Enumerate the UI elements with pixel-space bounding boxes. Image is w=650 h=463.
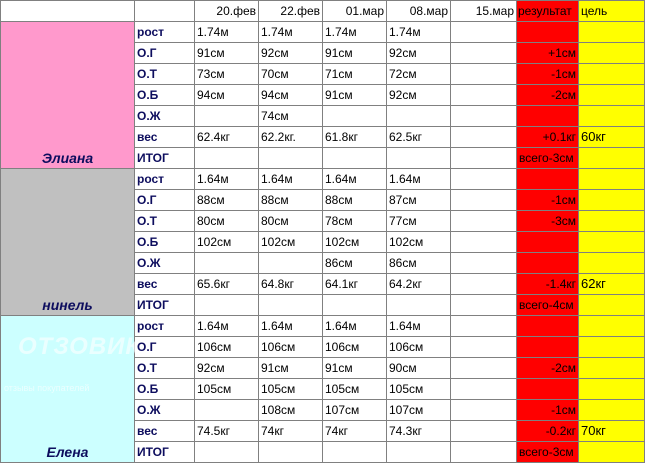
value-cell[interactable]: 107см [323,400,387,421]
goal-empty-cell[interactable] [579,442,645,463]
value-cell[interactable] [195,442,259,463]
value-cell[interactable] [259,148,323,169]
value-cell[interactable]: 106см [259,337,323,358]
value-cell[interactable]: 78см [323,211,387,232]
value-cell[interactable]: 94см [259,85,323,106]
metric-label[interactable]: О.Ж [135,106,195,127]
goal-empty-cell[interactable] [579,22,645,43]
value-cell[interactable]: 1.74м [387,22,451,43]
value-cell[interactable]: 107см [387,400,451,421]
value-cell[interactable] [451,442,517,463]
goal-empty-cell[interactable] [579,358,645,379]
total-result-cell[interactable]: всего-3см [517,148,579,169]
value-cell[interactable]: 102см [387,232,451,253]
total-label[interactable]: ИТОГ [135,148,195,169]
value-cell[interactable] [323,442,387,463]
goal-empty-cell[interactable] [579,400,645,421]
value-cell[interactable]: 74см [259,106,323,127]
value-cell[interactable]: 80см [195,211,259,232]
goal-empty-cell[interactable] [579,211,645,232]
result-cell[interactable] [517,232,579,253]
header-date-4[interactable]: 08.мар [387,1,451,22]
header-result[interactable]: результат [517,1,579,22]
total-label[interactable]: ИТОГ [135,442,195,463]
value-cell[interactable]: 1.74м [195,22,259,43]
header-date-5[interactable]: 15.мар [451,1,517,22]
value-cell[interactable]: 62.2кг. [259,127,323,148]
goal-cell[interactable]: 60кг [579,127,645,148]
value-cell[interactable] [451,106,517,127]
goal-cell[interactable]: 62кг [579,274,645,295]
value-cell[interactable]: 88см [323,190,387,211]
result-cell[interactable]: +1см [517,43,579,64]
value-cell[interactable] [451,169,517,190]
corner-cell[interactable] [1,1,135,22]
value-cell[interactable] [323,148,387,169]
result-cell[interactable] [517,22,579,43]
value-cell[interactable]: 92см [259,43,323,64]
value-cell[interactable]: 64.1кг [323,274,387,295]
value-cell[interactable]: 74.3кг [387,421,451,442]
metric-label[interactable]: вес [135,274,195,295]
goal-empty-cell[interactable] [579,43,645,64]
value-cell[interactable]: 86см [323,253,387,274]
metric-label[interactable]: вес [135,421,195,442]
value-cell[interactable] [451,127,517,148]
value-cell[interactable]: 74кг [259,421,323,442]
table-row [1,169,645,190]
goal-empty-cell[interactable] [579,337,645,358]
value-cell[interactable] [451,190,517,211]
header-metric-cell[interactable] [135,1,195,22]
value-cell[interactable]: 1.64м [195,316,259,337]
value-cell[interactable] [195,295,259,316]
value-cell[interactable] [387,106,451,127]
value-cell[interactable]: 73см [195,64,259,85]
goal-empty-cell[interactable] [579,316,645,337]
value-cell[interactable]: 105см [387,379,451,400]
value-cell[interactable] [195,148,259,169]
value-cell[interactable] [451,64,517,85]
value-cell[interactable] [451,211,517,232]
metric-label[interactable]: О.Г [135,337,195,358]
header-row [1,1,645,22]
result-cell[interactable]: -2см [517,358,579,379]
value-cell[interactable]: 91см [195,43,259,64]
watermark-logo: ОТЗОВИК [18,333,142,360]
goal-empty-cell[interactable] [579,85,645,106]
value-cell[interactable]: 1.74м [323,22,387,43]
value-cell[interactable] [451,421,517,442]
value-cell[interactable]: 105см [195,379,259,400]
goal-empty-cell[interactable] [579,295,645,316]
value-cell[interactable] [259,442,323,463]
value-cell[interactable]: 91см [259,358,323,379]
value-cell[interactable]: 70см [259,64,323,85]
value-cell[interactable]: 74кг [323,421,387,442]
value-cell[interactable]: 62.4кг [195,127,259,148]
value-cell[interactable]: 74.5кг [195,421,259,442]
metric-label[interactable]: О.Б [135,379,195,400]
value-cell[interactable]: 1.64м [259,169,323,190]
value-cell[interactable]: 1.74м [259,22,323,43]
goal-cell[interactable]: 70кг [579,421,645,442]
result-cell[interactable]: -2см [517,85,579,106]
value-cell[interactable] [451,316,517,337]
value-cell[interactable] [451,43,517,64]
result-cell[interactable]: -3см [517,211,579,232]
value-cell[interactable]: 77см [387,211,451,232]
metric-label[interactable]: вес [135,127,195,148]
value-cell[interactable]: 102см [323,232,387,253]
metric-label[interactable]: рост [135,22,195,43]
metric-label[interactable]: рост [135,169,195,190]
value-cell[interactable] [387,295,451,316]
value-cell[interactable] [451,358,517,379]
value-cell[interactable]: 92см [387,43,451,64]
person-name-cell[interactable]: Елена [1,316,135,463]
total-result-cell[interactable]: всего-4см [517,295,579,316]
total-label[interactable]: ИТОГ [135,295,195,316]
value-cell[interactable]: 64.8кг [259,274,323,295]
total-result-cell[interactable]: всего-3см [517,442,579,463]
value-cell[interactable] [195,400,259,421]
value-cell[interactable] [451,379,517,400]
table-row [1,22,645,43]
goal-empty-cell[interactable] [579,379,645,400]
value-cell[interactable] [451,148,517,169]
goal-empty-cell[interactable] [579,148,645,169]
value-cell[interactable] [387,442,451,463]
result-cell[interactable] [517,169,579,190]
metric-label[interactable]: О.Г [135,190,195,211]
watermark-tagline: отзывы покупателей [4,383,90,393]
value-cell[interactable]: 94см [195,85,259,106]
value-cell[interactable]: 88см [195,190,259,211]
goal-empty-cell[interactable] [579,106,645,127]
goal-empty-cell[interactable] [579,232,645,253]
value-cell[interactable]: 86см [387,253,451,274]
metric-label[interactable]: О.Т [135,64,195,85]
value-cell[interactable] [259,253,323,274]
result-cell[interactable] [517,253,579,274]
result-cell[interactable]: -0.2кг [517,421,579,442]
value-cell[interactable]: 102см [259,232,323,253]
value-cell[interactable] [451,295,517,316]
value-cell[interactable] [451,274,517,295]
value-cell[interactable]: 106см [387,337,451,358]
sheet-body [1,1,645,463]
value-cell[interactable] [323,295,387,316]
value-cell[interactable]: 102см [195,232,259,253]
metric-label[interactable]: О.Т [135,211,195,232]
value-cell[interactable] [195,106,259,127]
goal-empty-cell[interactable] [579,169,645,190]
value-cell[interactable]: 71см [323,64,387,85]
value-cell[interactable] [451,337,517,358]
value-cell[interactable] [451,253,517,274]
goal-empty-cell[interactable] [579,64,645,85]
value-cell[interactable]: 90см [387,358,451,379]
result-cell[interactable]: -1см [517,64,579,85]
value-cell[interactable]: 1.64м [387,316,451,337]
person-name-cell[interactable]: нинель [1,169,135,316]
value-cell[interactable]: 91см [323,358,387,379]
result-cell[interactable] [517,316,579,337]
value-cell[interactable]: 61.8кг [323,127,387,148]
value-cell[interactable]: 1.64м [387,169,451,190]
value-cell[interactable] [451,85,517,106]
result-cell[interactable]: -1см [517,400,579,421]
metric-label[interactable]: О.Б [135,232,195,253]
value-cell[interactable]: 105см [323,379,387,400]
value-cell[interactable]: 1.64м [259,316,323,337]
metric-label[interactable]: О.Б [135,85,195,106]
value-cell[interactable]: 64.2кг [387,274,451,295]
value-cell[interactable]: 105см [259,379,323,400]
value-cell[interactable]: 72см [387,64,451,85]
value-cell[interactable]: 87см [387,190,451,211]
value-cell[interactable] [451,232,517,253]
goal-empty-cell[interactable] [579,190,645,211]
header-date-3[interactable]: 01.мар [323,1,387,22]
result-cell[interactable] [517,337,579,358]
metric-label[interactable]: О.Г [135,43,195,64]
value-cell[interactable] [451,400,517,421]
header-goal[interactable]: цель [579,1,645,22]
value-cell[interactable] [387,148,451,169]
metric-label[interactable]: О.Ж [135,400,195,421]
result-cell[interactable]: -1см [517,190,579,211]
goal-empty-cell[interactable] [579,253,645,274]
metric-label[interactable]: рост [135,316,195,337]
result-cell[interactable]: +0.1кг [517,127,579,148]
value-cell[interactable]: 80см [259,211,323,232]
value-cell[interactable] [259,295,323,316]
value-cell[interactable]: 108см [259,400,323,421]
value-cell[interactable]: 92см [195,358,259,379]
value-cell[interactable]: 65.6кг [195,274,259,295]
value-cell[interactable] [195,253,259,274]
result-cell[interactable] [517,379,579,400]
value-cell[interactable] [323,106,387,127]
value-cell[interactable]: 106см [323,337,387,358]
person-name-cell[interactable]: Элиана [1,22,135,169]
value-cell[interactable]: 1.64м [195,169,259,190]
header-date-2[interactable]: 22.фев [259,1,323,22]
value-cell[interactable]: 1.64м [323,316,387,337]
header-date-1[interactable]: 20.фев [195,1,259,22]
value-cell[interactable]: 91см [323,85,387,106]
value-cell[interactable]: 1.64м [323,169,387,190]
result-cell[interactable]: -1.4кг [517,274,579,295]
value-cell[interactable]: 91см [323,43,387,64]
value-cell[interactable]: 106см [195,337,259,358]
value-cell[interactable]: 62.5кг [387,127,451,148]
result-cell[interactable] [517,106,579,127]
value-cell[interactable]: 92см [387,85,451,106]
metric-label[interactable]: О.Т [135,358,195,379]
metric-label[interactable]: О.Ж [135,253,195,274]
value-cell[interactable] [451,22,517,43]
value-cell[interactable]: 88см [259,190,323,211]
